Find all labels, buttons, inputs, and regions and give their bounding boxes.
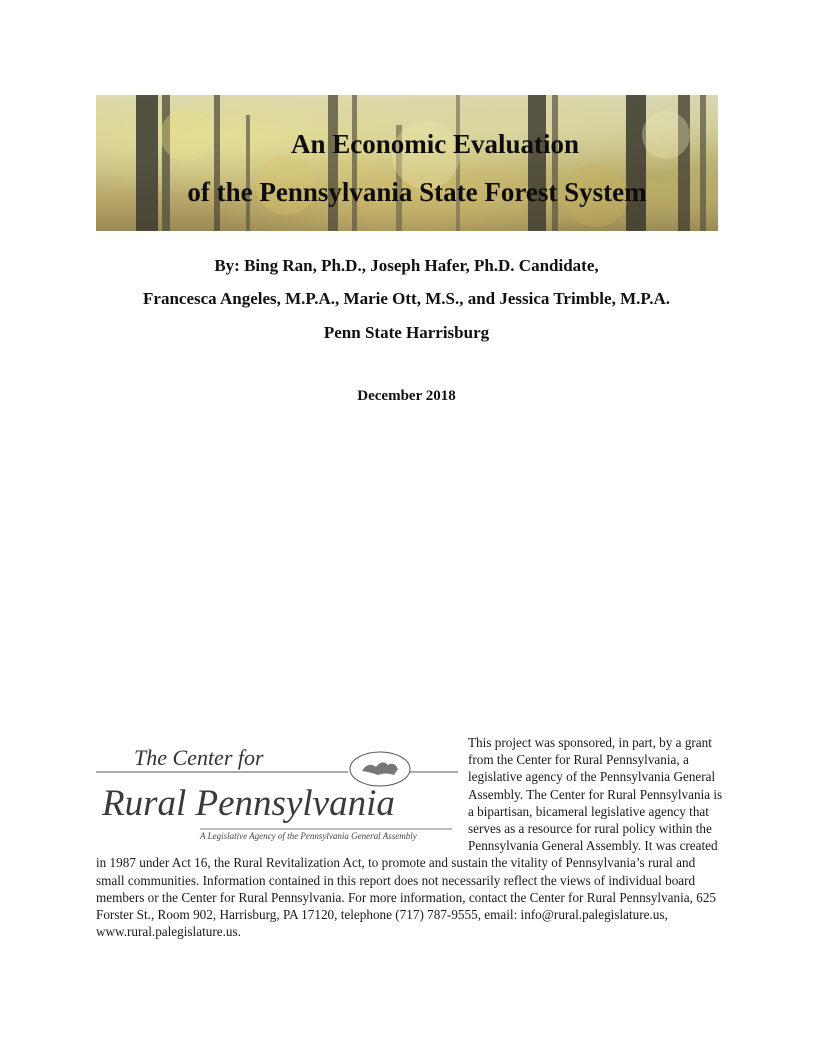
sponsor-note-block: [96, 734, 724, 940]
authors-line-1: By: Bing Ran, Ph.D., Joseph Hafer, Ph.D. Candidate,: [214, 256, 599, 275]
title-line-1: An Economic Evaluation: [290, 129, 580, 159]
sponsor-note: This project was sponsored, in part, by a grant from the Center for Rural Pennsylvania, a legislative agency of the Pennsylvania General Assembly. The Center for Rural Pennsylvania is a bipartisan, bicameral legislative agency that serves as a resource for rural policy within the Pennsylvania General Assembly. It was created in 1987 under Act 16, the Rural Revitalization Act, to promote and sustain the vitality of Pennsylvania’s rural and small communities. Information contained in this report does not necessarily reflect the views of individual board members or the Center for Rural Pennsylvania. For more information, contact the Center for Rural Pennsylvania, 625 Forster St., Room 902, Harrisburg, PA 17120, telephone (717) 787-9555, email: info@rural.palegislature.us, www.rural.palegislature.us.: [96, 735, 723, 940]
logo-tagline: A Legislative Agency of the Pennsylvania General Assembly: [200, 831, 417, 841]
authors-line-2: Francesca Angeles, M.P.A., Marie Ott, M.S., and Jessica Trimble, M.P.A.: [143, 289, 670, 308]
institution: Penn State Harrisburg: [323, 323, 490, 342]
title-line-2: of the Pennsylvania State Forest System: [187, 177, 647, 207]
logo-line-1: The Center for: [134, 745, 264, 770]
logo-line-2: Rural Pennsylvania: [102, 783, 395, 824]
tree-trunks: [96, 95, 718, 231]
publication-date: December 2018: [357, 388, 456, 404]
forest-banner-image: [96, 95, 718, 231]
